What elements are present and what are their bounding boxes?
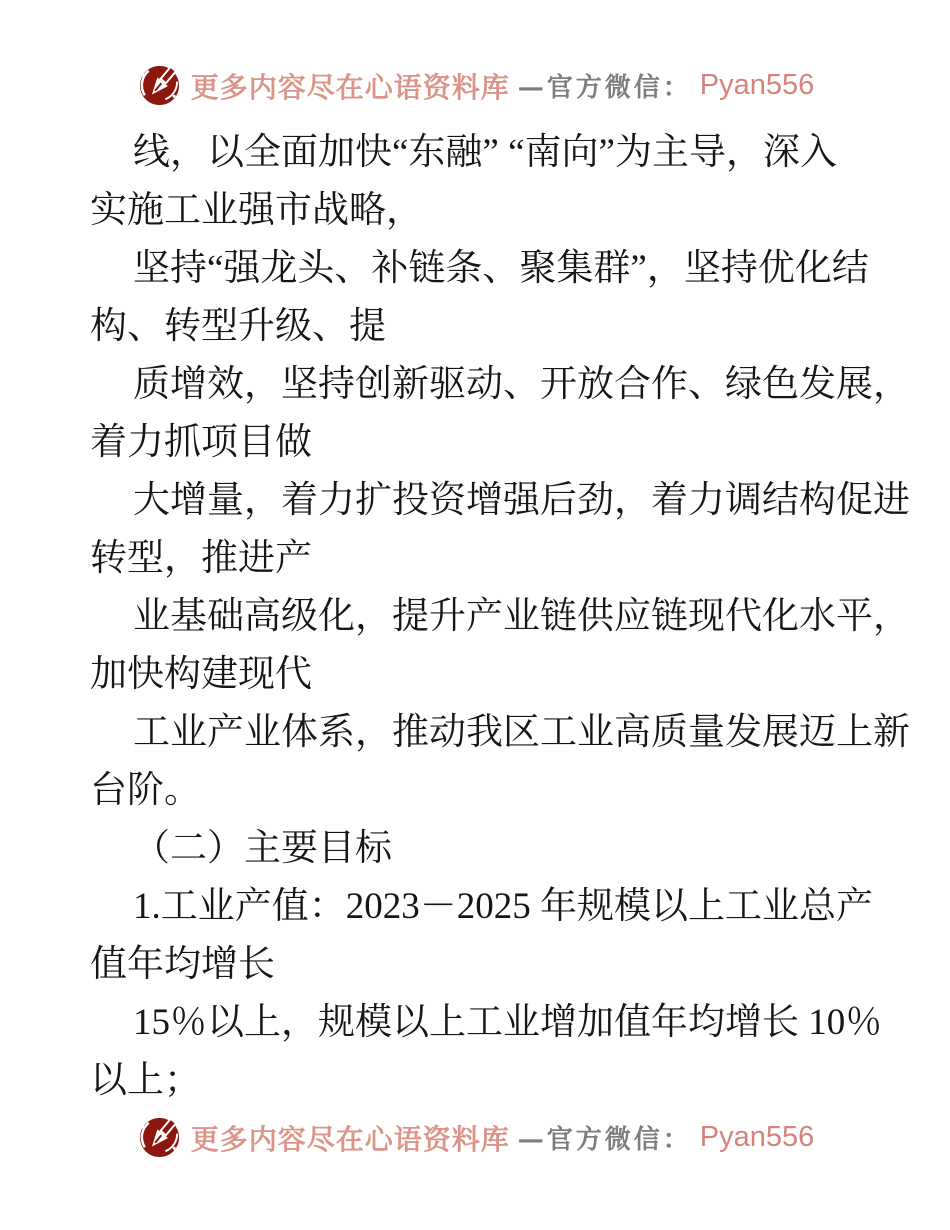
pen-nib-logo-icon bbox=[136, 62, 183, 109]
text-line: 工业产业体系，推动我区工业高质量发展迈上新 bbox=[133, 712, 910, 753]
header-watermark bbox=[0, 62, 950, 109]
text-line: 质增效，坚持创新驱动、开放合作、绿色发展， bbox=[133, 364, 910, 405]
wechat-id: Pyan556 bbox=[699, 69, 815, 101]
text-line: 台阶。 bbox=[90, 770, 201, 811]
wechat-id: Pyan556 bbox=[699, 1121, 815, 1153]
text-line: 构、转型升级、提 bbox=[90, 306, 386, 347]
text-line: 着力抓项目做 bbox=[90, 422, 312, 463]
text-line: 值年均增长 bbox=[90, 944, 275, 985]
text-line: 15％以上，规模以上工业增加值年均增长 10％ bbox=[133, 1002, 883, 1043]
text-line: 1.工业产值：2023－2025 年规模以上工业总产 bbox=[133, 886, 873, 927]
text-line: 转型，推进产 bbox=[90, 538, 312, 579]
text-line: 业基础高级化，提升产业链供应链现代化水平， bbox=[133, 596, 910, 637]
wechat-label: —官方微信： bbox=[517, 1125, 692, 1155]
pen-nib-logo-icon bbox=[136, 1114, 183, 1161]
brand-text: 更多内容尽在心语资料库 bbox=[190, 72, 510, 104]
wechat-label: —官方微信： bbox=[517, 73, 692, 103]
text-line: （二）主要目标 bbox=[133, 828, 392, 869]
text-line: 实施工业强市战略， bbox=[90, 190, 423, 231]
text-line: 线，以全面加快“东融” “南向”为主导，深入 bbox=[133, 132, 837, 173]
text-line: 大增量，着力扩投资增强后劲，着力调结构促进 bbox=[133, 480, 910, 521]
brand-text: 更多内容尽在心语资料库 bbox=[190, 1124, 510, 1156]
text-line: 以上； bbox=[90, 1060, 201, 1101]
footer-watermark bbox=[0, 1114, 950, 1161]
text-line: 坚持“强龙头、补链条、聚集群”，坚持优化结 bbox=[133, 248, 869, 289]
text-line: 加快构建现代 bbox=[90, 654, 312, 695]
document-body bbox=[90, 124, 910, 1110]
